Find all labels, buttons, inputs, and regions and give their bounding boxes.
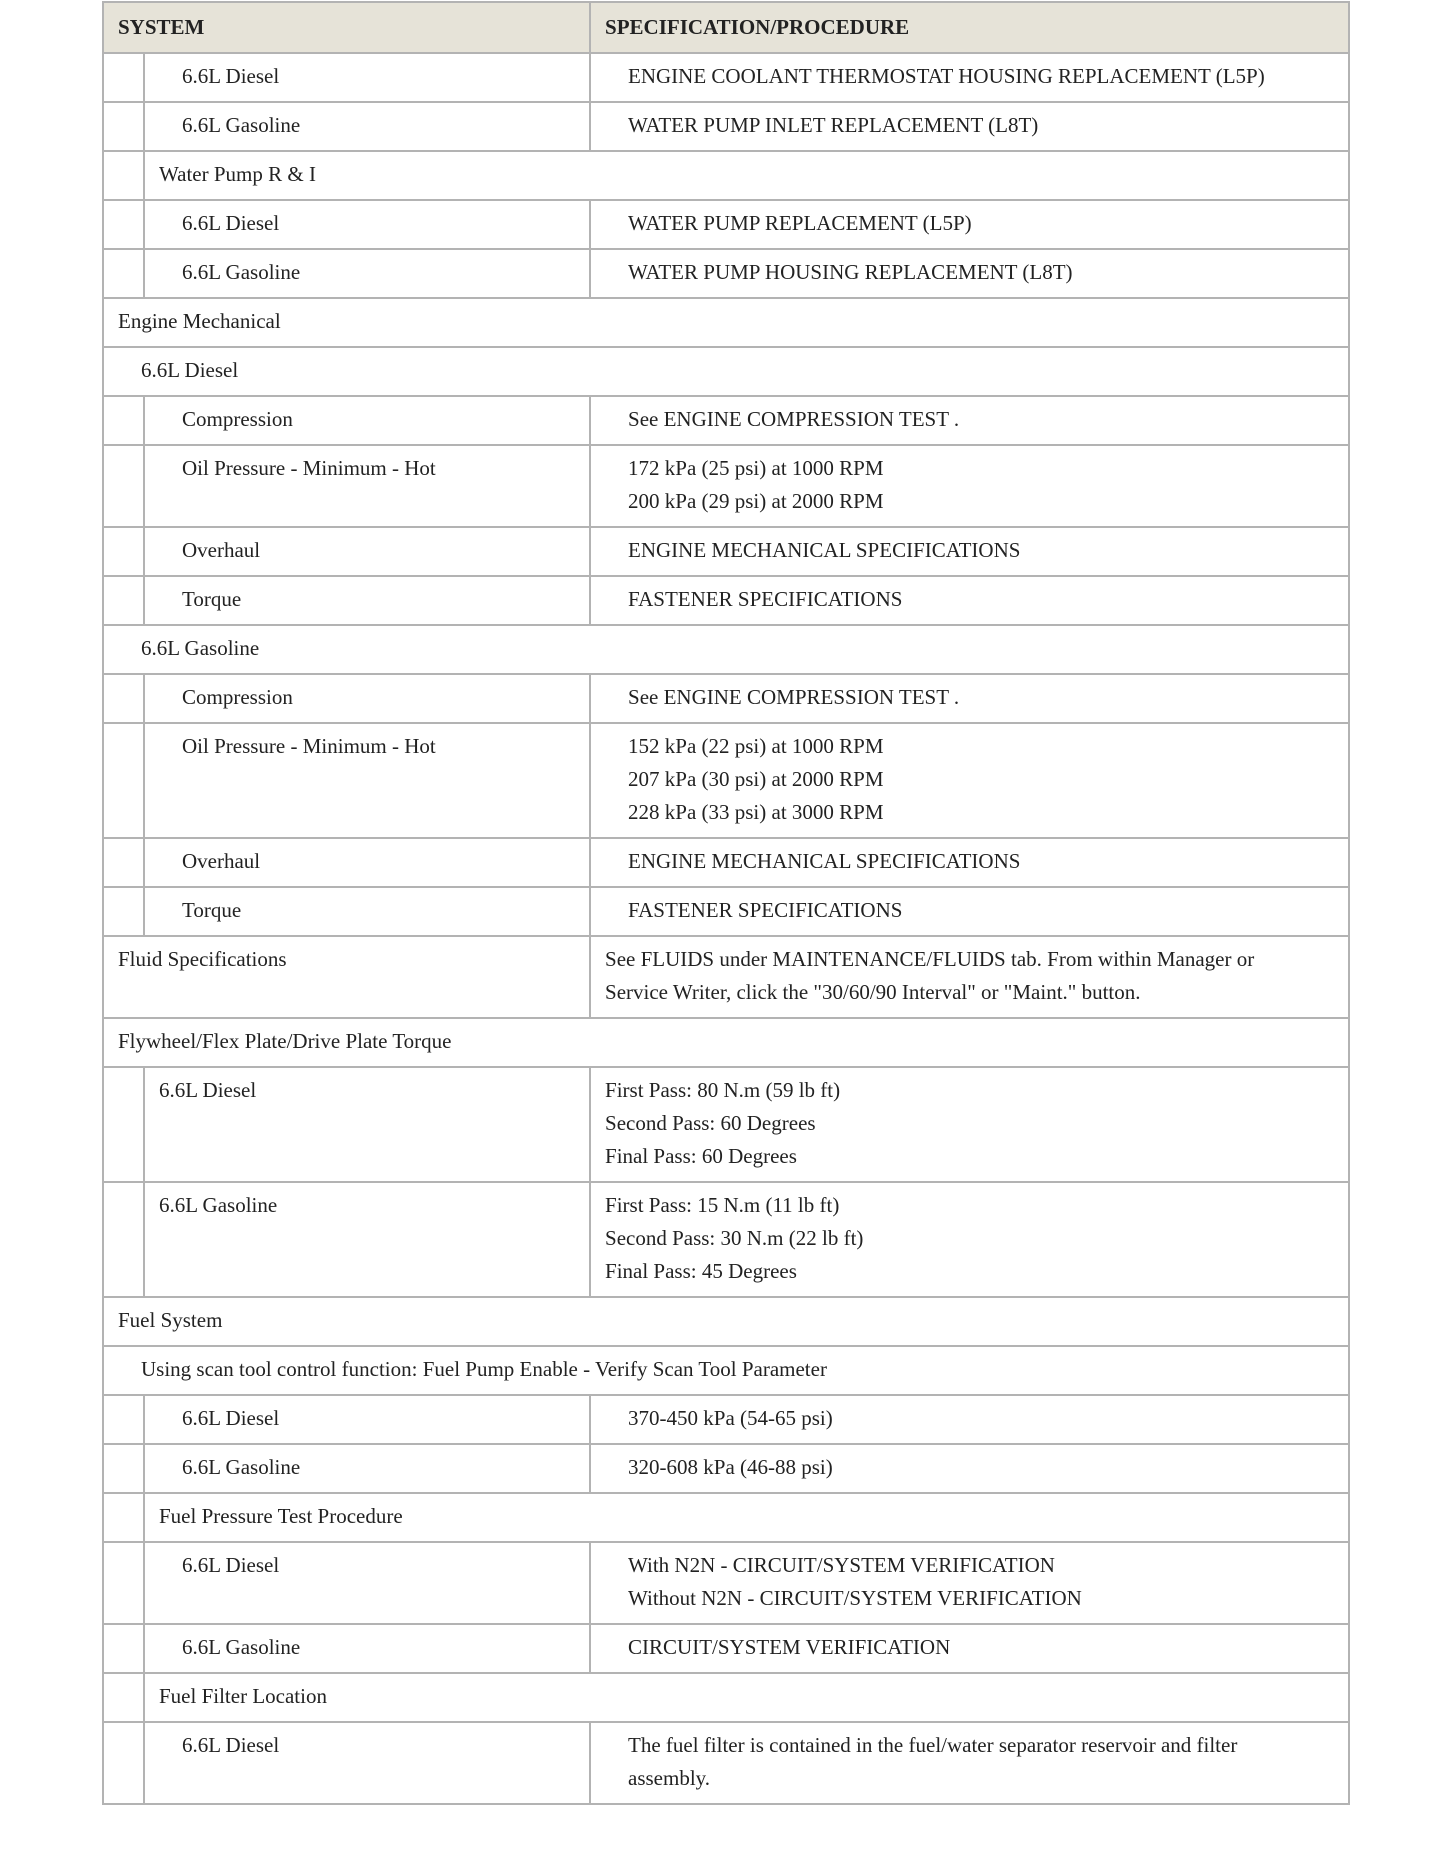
system-cell [144,396,590,445]
system-cell [144,527,590,576]
indent-cell [103,1542,144,1624]
spec-cell [590,527,1349,576]
spec-text [591,397,1348,444]
spec-text [591,839,1348,886]
header-row [103,2,1349,53]
spec-line: ENGINE MECHANICAL SPECIFICATIONS [628,849,1021,873]
spec-line: 200 kPa (29 psi) at 2000 RPM [628,489,884,513]
spec-text [591,250,1348,297]
table-row [103,102,1349,151]
system-label: 6.6L Gasoline [159,1193,278,1217]
indent-cell [103,396,144,445]
system-cell [144,1542,590,1624]
table-row [103,1346,1349,1395]
system-cell [144,723,590,838]
spec-cell [590,102,1349,151]
spec-cell [590,396,1349,445]
system-cell [144,576,590,625]
system-label: Using scan tool control function: Fuel Pump Enable - Verify Scan Tool Parameter [141,1357,827,1381]
spec-line: Final Pass: 45 Degrees [605,1259,797,1283]
system-cell [144,1624,590,1673]
spec-text [591,1396,1348,1443]
header-system: SYSTEM [103,2,590,53]
table-row [103,936,1349,1018]
table-row [103,1542,1349,1624]
spec-line: With N2N - CIRCUIT/SYSTEM VERIFICATION [628,1553,1055,1577]
table-row [103,1722,1349,1804]
spec-cell [590,1444,1349,1493]
spec-body [103,53,1349,1804]
indent-cell [103,249,144,298]
spec-line: FASTENER SPECIFICATIONS [628,587,903,611]
table-row [103,1297,1349,1346]
indent-cell [103,1673,144,1722]
system-cell [144,1444,590,1493]
system-cell [144,102,590,151]
system-cell [144,887,590,936]
system-label: Overhaul [182,538,261,562]
system-label: 6.6L Diesel [159,1078,257,1102]
system-cell [144,838,590,887]
indent-cell [103,887,144,936]
system-cell [103,625,1349,674]
system-label: 6.6L Gasoline [182,113,301,137]
system-cell [144,1493,1349,1542]
system-label: Compression [182,685,293,709]
system-label: Flywheel/Flex Plate/Drive Plate Torque [118,1029,452,1053]
spec-text [591,724,1348,837]
table-row [103,200,1349,249]
spec-line: First Pass: 15 N.m (11 lb ft) [605,1193,840,1217]
spec-text [591,1625,1348,1672]
table-row [103,1493,1349,1542]
spec-text [591,675,1348,722]
table-row [103,527,1349,576]
table-row [103,396,1349,445]
system-cell [103,1018,1349,1067]
table-row [103,625,1349,674]
table-row [103,1182,1349,1297]
system-cell [144,674,590,723]
system-label: Fuel Filter Location [159,1684,327,1708]
indent-cell [103,838,144,887]
system-label: 6.6L Gasoline [182,1455,301,1479]
system-label: 6.6L Diesel [182,1553,280,1577]
system-label: 6.6L Diesel [182,211,280,235]
spec-text [591,1543,1348,1623]
indent-cell [103,1493,144,1542]
system-cell [103,936,590,1018]
table-row [103,1067,1349,1182]
spec-line: See ENGINE COMPRESSION TEST . [628,407,960,431]
system-cell [144,200,590,249]
system-label: Water Pump R & I [159,162,316,186]
spec-cell [590,936,1349,1018]
system-label: Oil Pressure - Minimum - Hot [182,734,436,758]
spec-line: 320-608 kPa (46-88 psi) [628,1455,833,1479]
indent-cell [103,527,144,576]
system-label: 6.6L Gasoline [141,636,260,660]
indent-cell [103,1722,144,1804]
spec-cell [590,53,1349,102]
spec-table [102,1,1350,1805]
indent-cell [103,445,144,527]
system-cell [144,53,590,102]
spec-text [591,1183,1348,1296]
table-row [103,151,1349,200]
table-row [103,53,1349,102]
spec-cell [590,1182,1349,1297]
table-row [103,298,1349,347]
system-cell [103,1297,1349,1346]
system-label: Overhaul [182,849,261,873]
spec-line: 228 kPa (33 psi) at 3000 RPM [628,800,884,824]
spec-line: Without N2N - CIRCUIT/SYSTEM VERIFICATION [628,1586,1082,1610]
spec-line: See FLUIDS under MAINTENANCE/FLUIDS tab. From within Manager or [605,947,1255,971]
spec-text [591,103,1348,150]
system-label: Oil Pressure - Minimum - Hot [182,456,436,480]
spec-line: ENGINE MECHANICAL SPECIFICATIONS [628,538,1021,562]
spec-cell [590,576,1349,625]
table-row [103,674,1349,723]
system-label: Fuel Pressure Test Procedure [159,1504,403,1528]
indent-cell [103,200,144,249]
spec-cell [590,1722,1349,1804]
system-cell [144,151,1349,200]
spec-line: Service Writer, click the "30/60/90 Interval" or "Maint." button. [605,980,1141,1004]
system-label: 6.6L Gasoline [182,1635,301,1659]
spec-text [591,201,1348,248]
spec-text [591,446,1348,526]
system-label: 6.6L Diesel [182,64,280,88]
header-spec: SPECIFICATION/PROCEDURE [590,2,1349,53]
spec-text [591,54,1348,101]
spec-line: See ENGINE COMPRESSION TEST . [628,685,960,709]
indent-cell [103,102,144,151]
system-label: 6.6L Diesel [182,1406,280,1430]
spec-cell [590,887,1349,936]
table-row [103,1444,1349,1493]
indent-cell [103,151,144,200]
indent-cell [103,1444,144,1493]
system-label: Fuel System [118,1308,223,1332]
spec-cell [590,1395,1349,1444]
indent-cell [103,723,144,838]
system-cell [144,1182,590,1297]
system-cell [103,298,1349,347]
system-cell [103,1346,1349,1395]
system-cell [103,347,1349,396]
table-row [103,576,1349,625]
indent-cell [103,53,144,102]
spec-line: Second Pass: 30 N.m (22 lb ft) [605,1226,864,1250]
system-label: Compression [182,407,293,431]
spec-text [591,1068,1348,1181]
spec-cell [590,445,1349,527]
table-row [103,723,1349,838]
spec-cell [590,838,1349,887]
spec-line: Second Pass: 60 Degrees [605,1111,816,1135]
indent-cell [103,1395,144,1444]
spec-line: WATER PUMP HOUSING REPLACEMENT (L8T) [628,260,1073,284]
table-row [103,838,1349,887]
table-row [103,445,1349,527]
system-cell [144,445,590,527]
table-row [103,249,1349,298]
spec-text [591,937,1348,1017]
system-cell [144,1067,590,1182]
indent-cell [103,1624,144,1673]
table-row [103,347,1349,396]
spec-line: 152 kPa (22 psi) at 1000 RPM [628,734,884,758]
spec-text [591,528,1348,575]
spec-line: CIRCUIT/SYSTEM VERIFICATION [628,1635,951,1659]
indent-cell [103,1182,144,1297]
table-row [103,1673,1349,1722]
spec-text [591,577,1348,624]
spec-line: 370-450 kPa (54-65 psi) [628,1406,833,1430]
spec-cell [590,674,1349,723]
spec-cell [590,723,1349,838]
table-row [103,1395,1349,1444]
spec-line: 172 kPa (25 psi) at 1000 RPM [628,456,884,480]
spec-line: First Pass: 80 N.m (59 lb ft) [605,1078,841,1102]
spec-text [591,1723,1348,1803]
table-row [103,1624,1349,1673]
system-cell [144,249,590,298]
system-cell [144,1722,590,1804]
spec-line: Final Pass: 60 Degrees [605,1144,797,1168]
spec-line: WATER PUMP REPLACEMENT (L5P) [628,211,972,235]
spec-cell [590,1542,1349,1624]
spec-line: assembly. [628,1766,711,1790]
system-label: 6.6L Diesel [182,1733,280,1757]
system-cell [144,1395,590,1444]
spec-text [591,1445,1348,1492]
system-label: 6.6L Diesel [141,358,239,382]
spec-cell [590,200,1349,249]
system-label: Engine Mechanical [118,309,281,333]
spec-cell [590,1067,1349,1182]
spec-line: WATER PUMP INLET REPLACEMENT (L8T) [628,113,1039,137]
system-label: Torque [182,587,242,611]
spec-text [591,888,1348,935]
indent-cell [103,1067,144,1182]
table-row [103,887,1349,936]
spec-line: FASTENER SPECIFICATIONS [628,898,903,922]
system-label: Torque [182,898,242,922]
system-label: Fluid Specifications [118,947,287,971]
spec-line: 207 kPa (30 psi) at 2000 RPM [628,767,884,791]
table-row [103,1018,1349,1067]
indent-cell [103,576,144,625]
spec-line: ENGINE COOLANT THERMOSTAT HOUSING REPLACEMENT (L5P) [628,64,1265,88]
indent-cell [103,674,144,723]
spec-line: The fuel filter is contained in the fuel/water separator reservoir and filter [628,1733,1238,1757]
system-cell [144,1673,1349,1722]
system-label: 6.6L Gasoline [182,260,301,284]
spec-cell [590,249,1349,298]
spec-cell [590,1624,1349,1673]
